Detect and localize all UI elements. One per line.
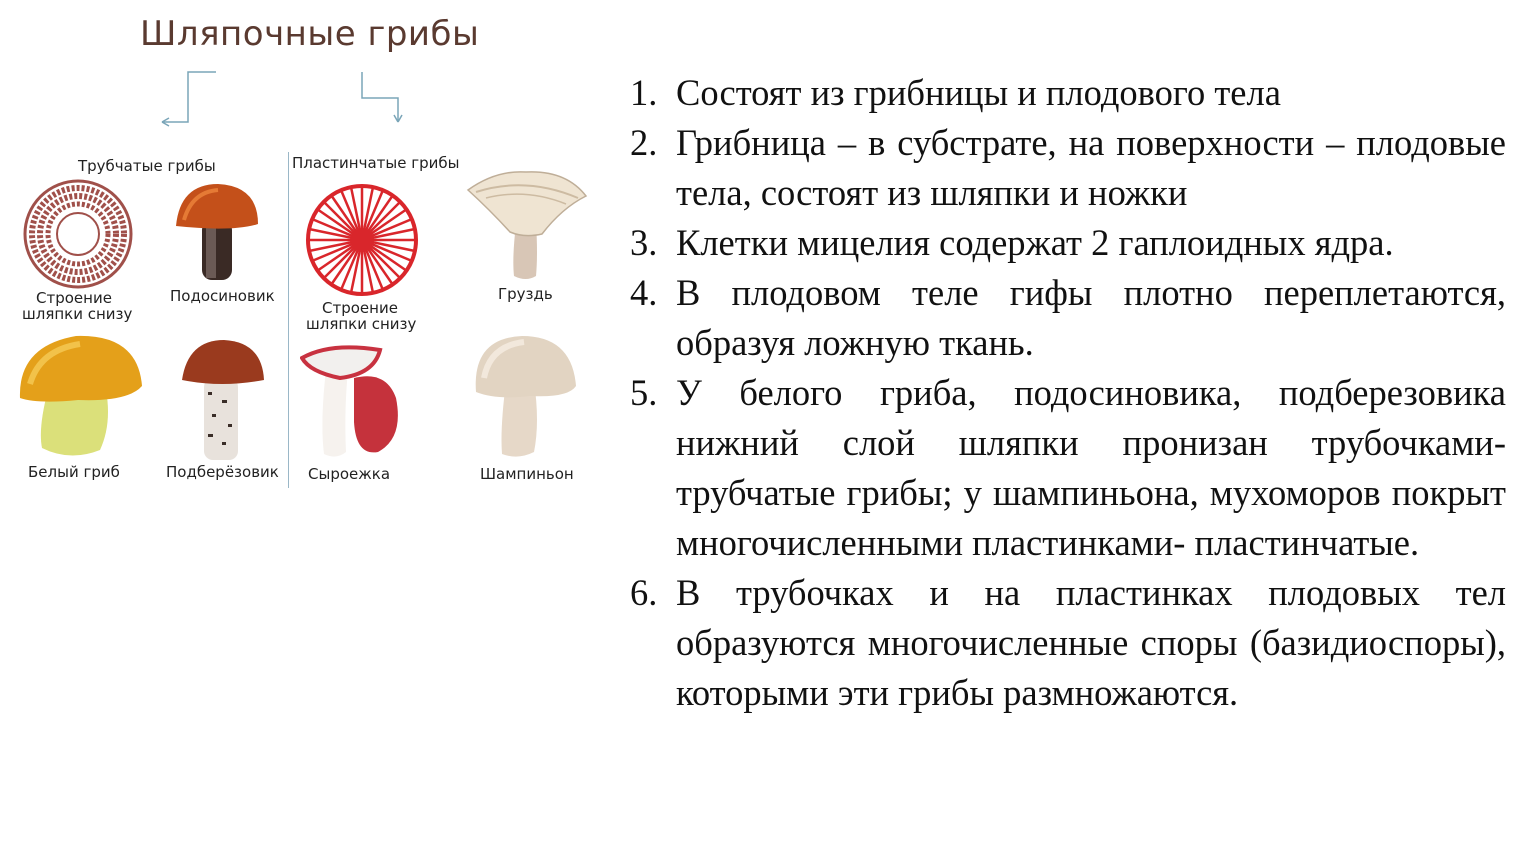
facts-list [630,68,1506,718]
shampinyon-image [472,332,578,460]
mushroom-classification-figure [0,60,600,500]
tubular-cap-diagram [22,178,134,290]
podberezovik-image [178,338,268,462]
gruzd-label: Груздь [498,285,553,303]
tubular-cap-label-line1: Строение [36,289,112,307]
page-title: Шляпочные грибы [140,14,480,54]
list-item: 6. В трубочках и на пластинках плодовых тел образуются многочисленные споры (базидиоспоры), которыми эти грибы размножаются. [630,572,1506,713]
bely-grib-image [18,328,146,460]
list-item: 4. В плодовом теле гифы плотно переплетаются, образуя ложную ткань. [630,272,1506,363]
list-item: 1. Состоят из грибницы и плодового тела [630,72,1281,113]
list-item: 2. Грибница – в субстрате, на поверхности – плодовые тела, состоят из шляпки и ножки [630,122,1506,213]
gruzd-image [466,168,588,282]
group-label-tubular: Трубчатые грибы [78,157,216,175]
podberezovik-label: Подберёзовик [166,463,279,481]
shampinyon-label: Шампиньон [480,465,574,483]
branch-arrows [150,68,410,140]
syroezhka-image [300,342,406,462]
lamellar-cap-label-line2: шляпки снизу [306,315,417,333]
podosinovik-label: Подосиновик [170,287,275,305]
lamellar-cap-label-line1: Строение [322,299,398,317]
podosinovik-image [172,180,262,284]
list-item: 3. Клетки мицелия содержат 2 гаплоидных ядра. [630,222,1394,263]
group-label-lamellar: Пластинчатые грибы [292,154,460,172]
syroezhka-label: Сыроежка [308,465,391,483]
bely-grib-label: Белый гриб [28,463,120,481]
tubular-cap-label-line2: шляпки снизу [22,305,133,323]
list-item: 5. У белого гриба, подосиновика, подберезовика нижний слой шляпки пронизан трубочками- трубчатые грибы; у шампиньона, мухоморов покрыт многочисленными пластинками- пластинчатые. [630,372,1506,563]
group-divider [288,152,289,488]
lamellar-cap-diagram [304,182,420,298]
